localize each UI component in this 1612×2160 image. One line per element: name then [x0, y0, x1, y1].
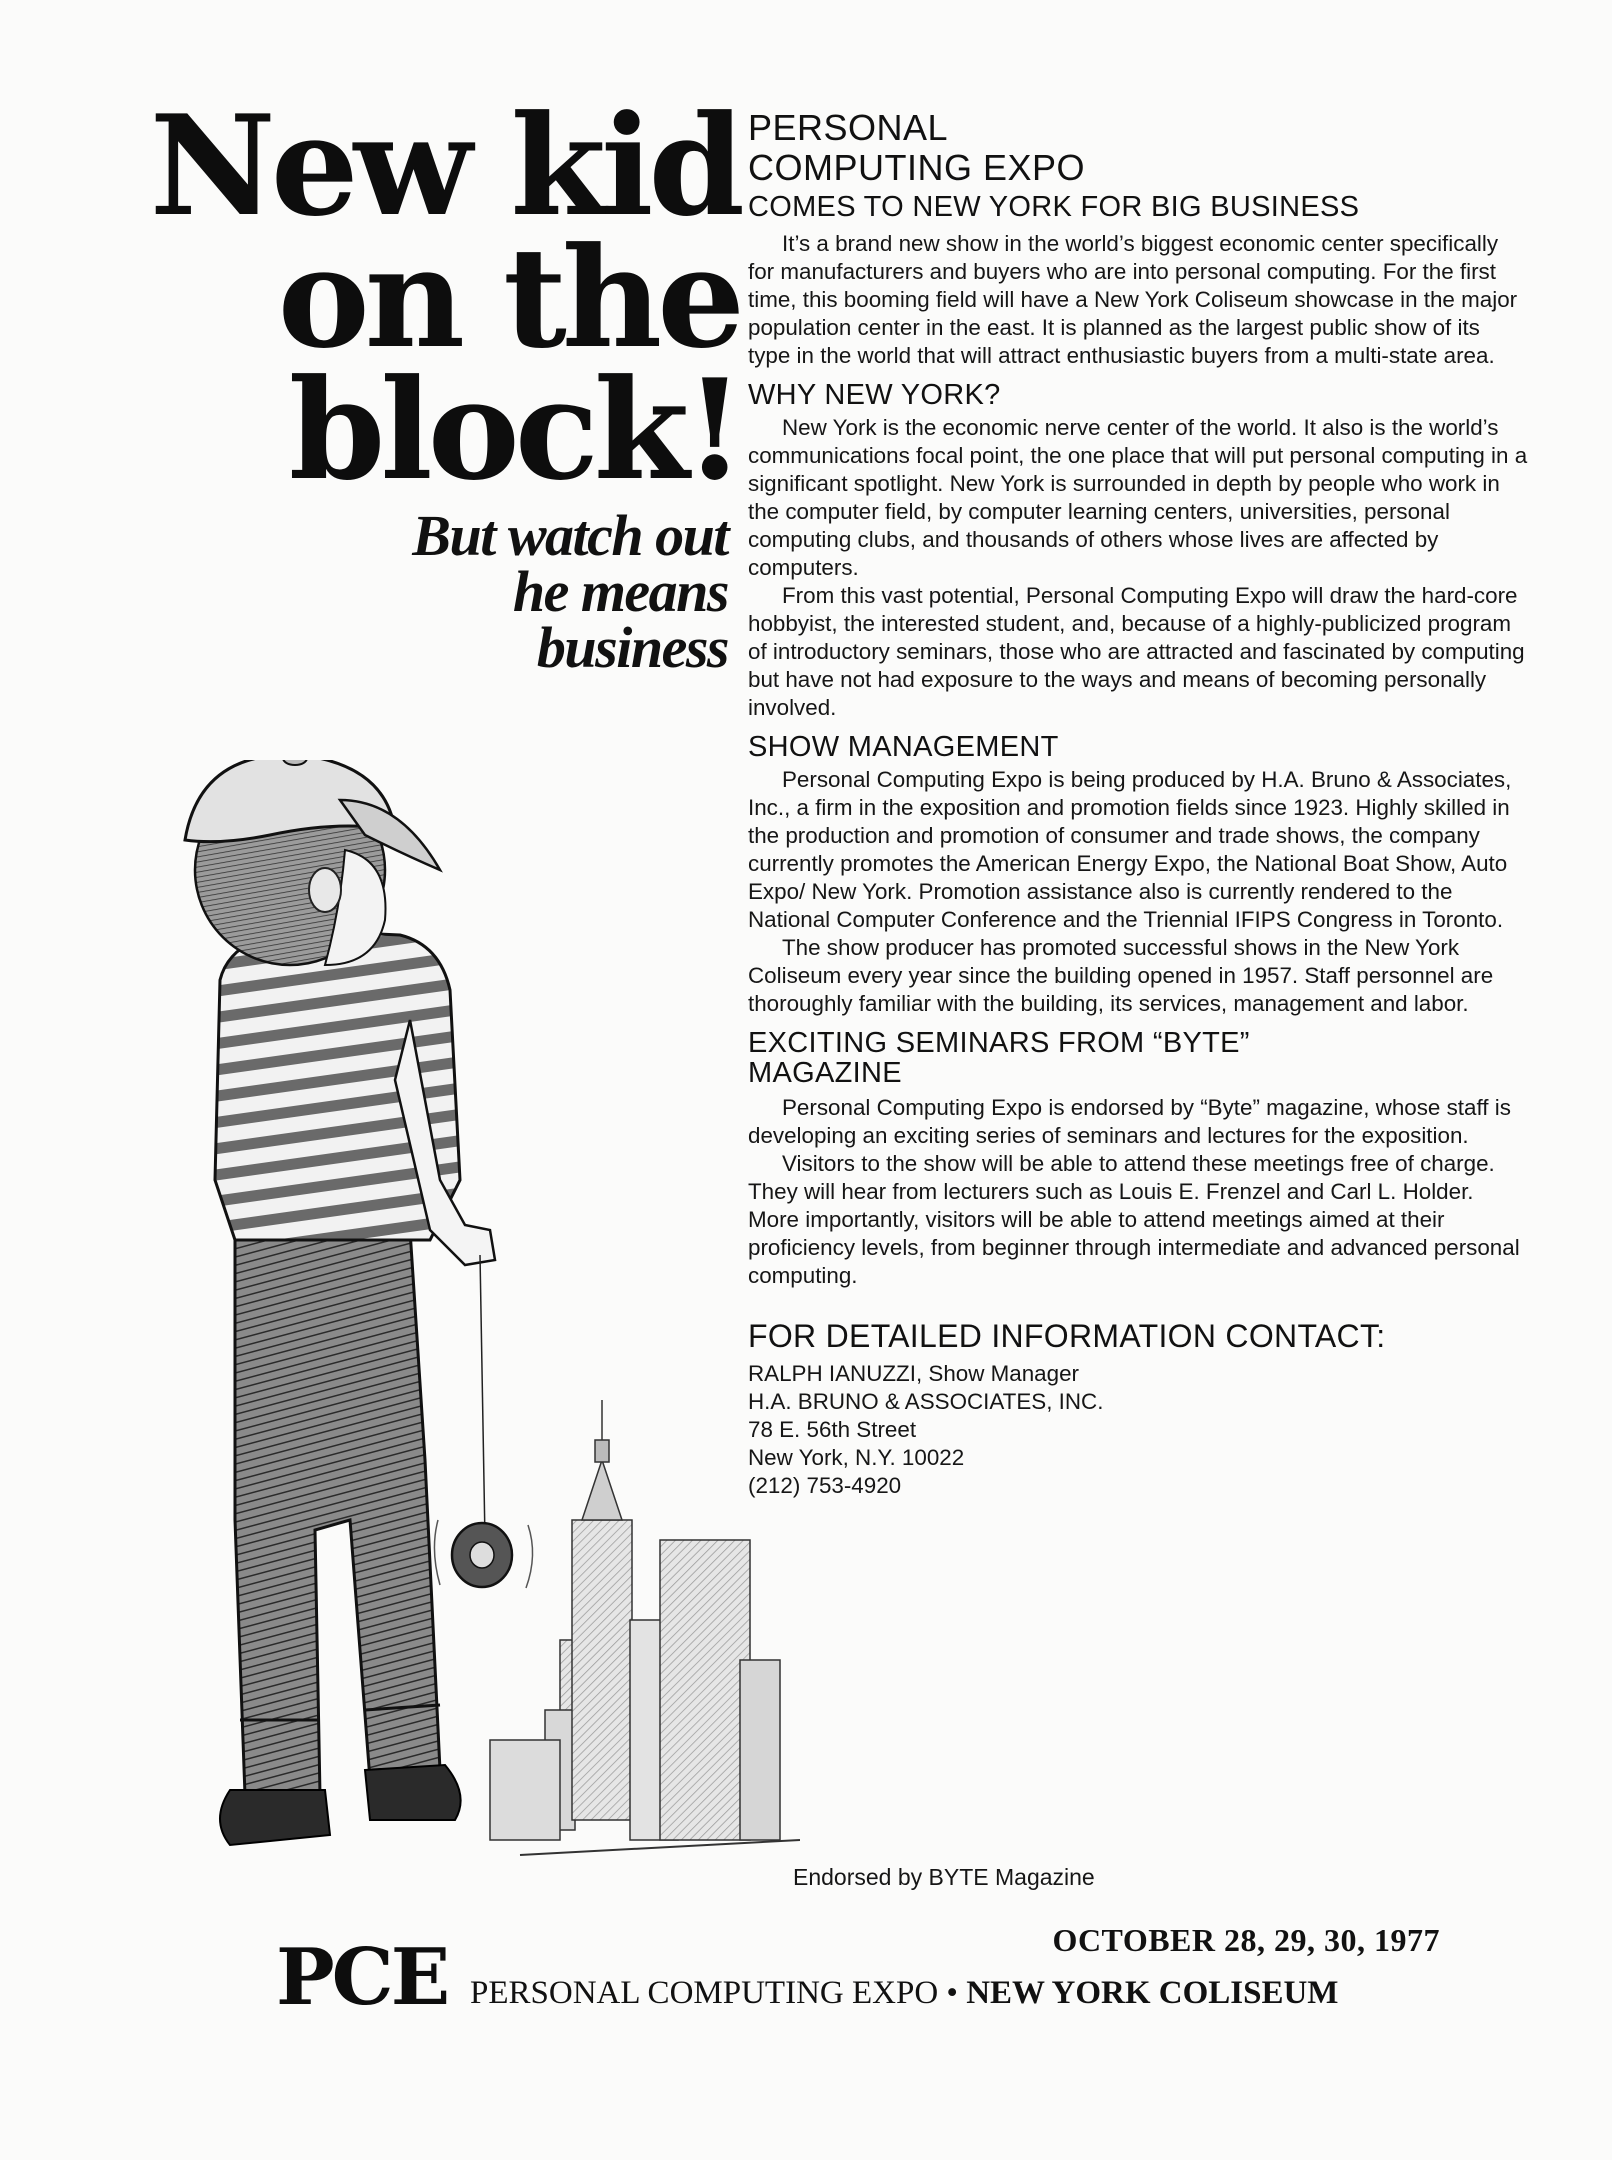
yoyo-string — [480, 1255, 485, 1540]
subhead-line-2: he means — [512, 559, 728, 624]
contact-name: RALPH IANUZZI, Show Manager — [748, 1361, 1079, 1386]
contact-company: H.A. BRUNO & ASSOCIATES, INC. — [748, 1389, 1104, 1414]
title-line-3: COMES TO NEW YORK FOR BIG BUSINESS — [748, 191, 1360, 223]
management-paragraph-1: Personal Computing Expo is being produced by H.A. Bruno & Associates, Inc., a firm in the exposition and promotion fields since 1923. Highly skilled in the production and promotion of consumer and trade shows, the company currently promotes the American Energy Expo, the National Boat Show, Auto Expo/ New York. Promotion assistance also is currently rendered to the National Computer Conference and the Triennial IFIPS Congress in Toronto. — [748, 767, 1512, 932]
footer-separator: • — [946, 1975, 958, 2011]
headline-line-2: on the — [277, 216, 740, 379]
left-shoe — [220, 1790, 330, 1845]
management-heading: SHOW MANAGEMENT — [748, 731, 1059, 763]
event-dates: OCTOBER 28, 29, 30, 1977 — [1052, 1922, 1440, 1958]
seminars-heading — [748, 1028, 1528, 1088]
article-column — [748, 108, 1528, 1500]
seminars-heading-line-2: MAGAZINE — [748, 1057, 902, 1089]
contact-city: New York, N.Y. 10022 — [748, 1445, 965, 1470]
contact-block — [748, 1360, 1528, 1500]
contact-heading: FOR DETAILED INFORMATION CONTACT: — [748, 1318, 1386, 1354]
contact-phone: (212) 753-4920 — [748, 1473, 902, 1498]
headline-line-3: block! — [288, 348, 740, 511]
seminars-paragraph-1: Personal Computing Expo is endorsed by “Byte” magazine, whose staff is developing an exciting series of seminars and lectures for the exposition. — [748, 1095, 1511, 1148]
headline-line-1: New kid — [149, 84, 740, 247]
why-paragraph-2: From this vast potential, Personal Computing Expo will draw the hard-core hobbyist, the interested student, and, because of a highly-publicized program of introductory seminars, those who are attracted and fascinated by computing but have not had exposure to the ways and means of becoming personally involved. — [748, 583, 1525, 720]
contact-street: 78 E. 56th Street — [748, 1417, 917, 1442]
boy-with-yoyo-illustration — [140, 760, 800, 1900]
seminars-paragraph-2: Visitors to the show will be able to attend these meetings free of charge. They will hear from lecturers such as Louis E. Frenzel and Carl L. Holder. More importantly, visitors will be able to attend meetings aimed at their proficiency levels, from beginner through intermediate and advanced personal computing. — [748, 1151, 1520, 1288]
management-paragraph-2: The show producer has promoted successful shows in the New York Coliseum every year since the building opened in 1957. Staff personnel are thoroughly familiar with the building, its services, management and labor. — [748, 935, 1494, 1016]
ear — [309, 868, 341, 912]
footer-expo-name: PERSONAL COMPUTING EXPO — [470, 1975, 939, 2011]
title-line-1: PERSONAL — [748, 107, 949, 148]
subhead-line-3: business — [536, 615, 728, 680]
subhead-line-1: But watch out — [412, 503, 728, 568]
headline — [80, 84, 740, 511]
seminars-heading-line-1: EXCITING SEMINARS FROM “BYTE” — [748, 1027, 1250, 1059]
jeans — [235, 1230, 440, 1795]
right-shoe — [365, 1765, 461, 1820]
pce-logo: PCE — [276, 1932, 448, 2023]
intro-paragraph: It’s a brand new show in the world’s biggest economic center specifically for manufacturers and buyers who are into personal computing. For the first time, this booming field will have a New York Coliseum showcase in the major population center in the east. It is planned as the largest public show of its type in the world that will attract enthusiastic buyers from a multi-state area. — [748, 231, 1518, 368]
subhead — [250, 503, 728, 680]
footer-event-name — [470, 1975, 1338, 2012]
title-line-2: COMPUTING EXPO — [748, 147, 1086, 188]
why-heading: WHY NEW YORK? — [748, 379, 1001, 411]
why-paragraph-1: New York is the economic nerve center of the world. It also is the world’s communications focal point, the one place that will put personal computing in a significant spotlight. New York is surrounded in depth by people who work in the computer field, by computer learning centers, universities, personal computing clubs, and thousands of others whose lives are affected by computers. — [748, 415, 1528, 580]
endorsement-note: Endorsed by BYTE Magazine — [793, 1864, 1095, 1890]
footer-venue: NEW YORK COLISEUM — [966, 1975, 1339, 2011]
